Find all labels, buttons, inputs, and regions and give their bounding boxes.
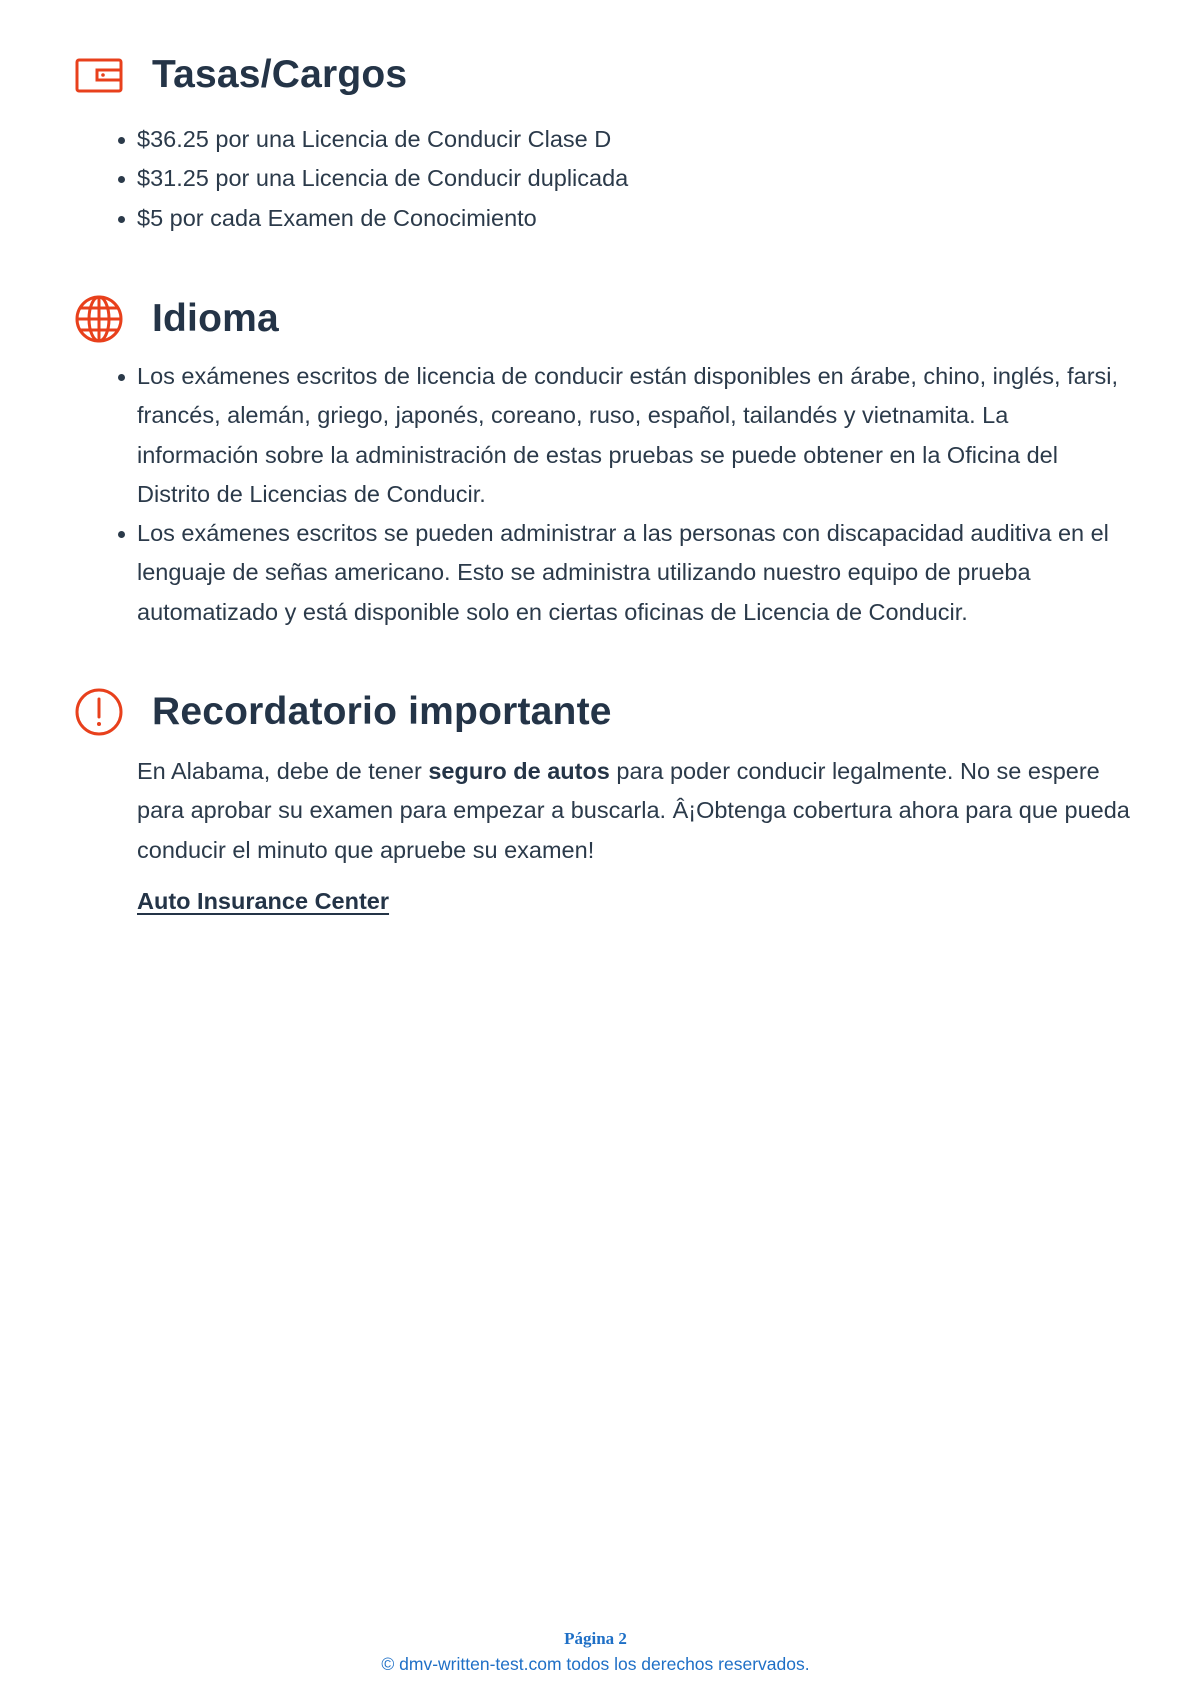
reminder-title: Recordatorio importante	[152, 690, 612, 733]
page-number: Página 2	[564, 1629, 627, 1648]
language-list	[110, 357, 1120, 632]
fees-title: Tasas/Cargos	[152, 53, 408, 96]
reminder-paragraph	[137, 752, 1137, 870]
reminder-header	[74, 685, 612, 739]
globe-icon	[74, 294, 124, 344]
language-title: Idioma	[152, 297, 279, 340]
copyright-footer: © dmv-written-test.com todos los derechos reservados.	[381, 1654, 810, 1674]
list-item: $5 por cada Examen de Conocimiento	[110, 199, 1120, 238]
auto-insurance-link[interactable]: Auto Insurance Center	[137, 888, 390, 914]
reminder-text-after: para poder conducir legalmente. No se espere para aprobar su examen para empezar a buscarla. Â¡Obtenga cobertura ahora para que pueda conducir el minuto que apruebe su examen!	[137, 758, 1130, 863]
list-item: Los exámenes escritos de licencia de conducir están disponibles en árabe, chino, inglés, farsi, francés, alemán, griego, japonés, coreano, ruso, español, tailandés y vietnamita. La información sobre la administración de estas pruebas se puede obtener en la Oficina del Distrito de Licencias de Conducir.	[110, 357, 1120, 514]
language-header	[74, 292, 279, 346]
list-item: $31.25 por una Licencia de Conducir duplicada	[110, 159, 1120, 198]
alert-icon	[74, 687, 124, 737]
reminder-text-before: En Alabama, debe de tener	[137, 758, 429, 784]
list-item: $36.25 por una Licencia de Conducir Clase D	[110, 120, 1120, 159]
list-item: Los exámenes escritos se pueden administrar a las personas con discapacidad auditiva en el lenguaje de señas americano. Esto se administra utilizando nuestro equipo de prueba automatizado y está disponible solo en ciertas oficinas de Licencia de Conducir.	[110, 514, 1120, 632]
wallet-icon	[74, 50, 124, 100]
reminder-text-bold: seguro de autos	[428, 758, 610, 784]
fees-header	[74, 48, 407, 102]
fees-list	[110, 120, 1120, 238]
